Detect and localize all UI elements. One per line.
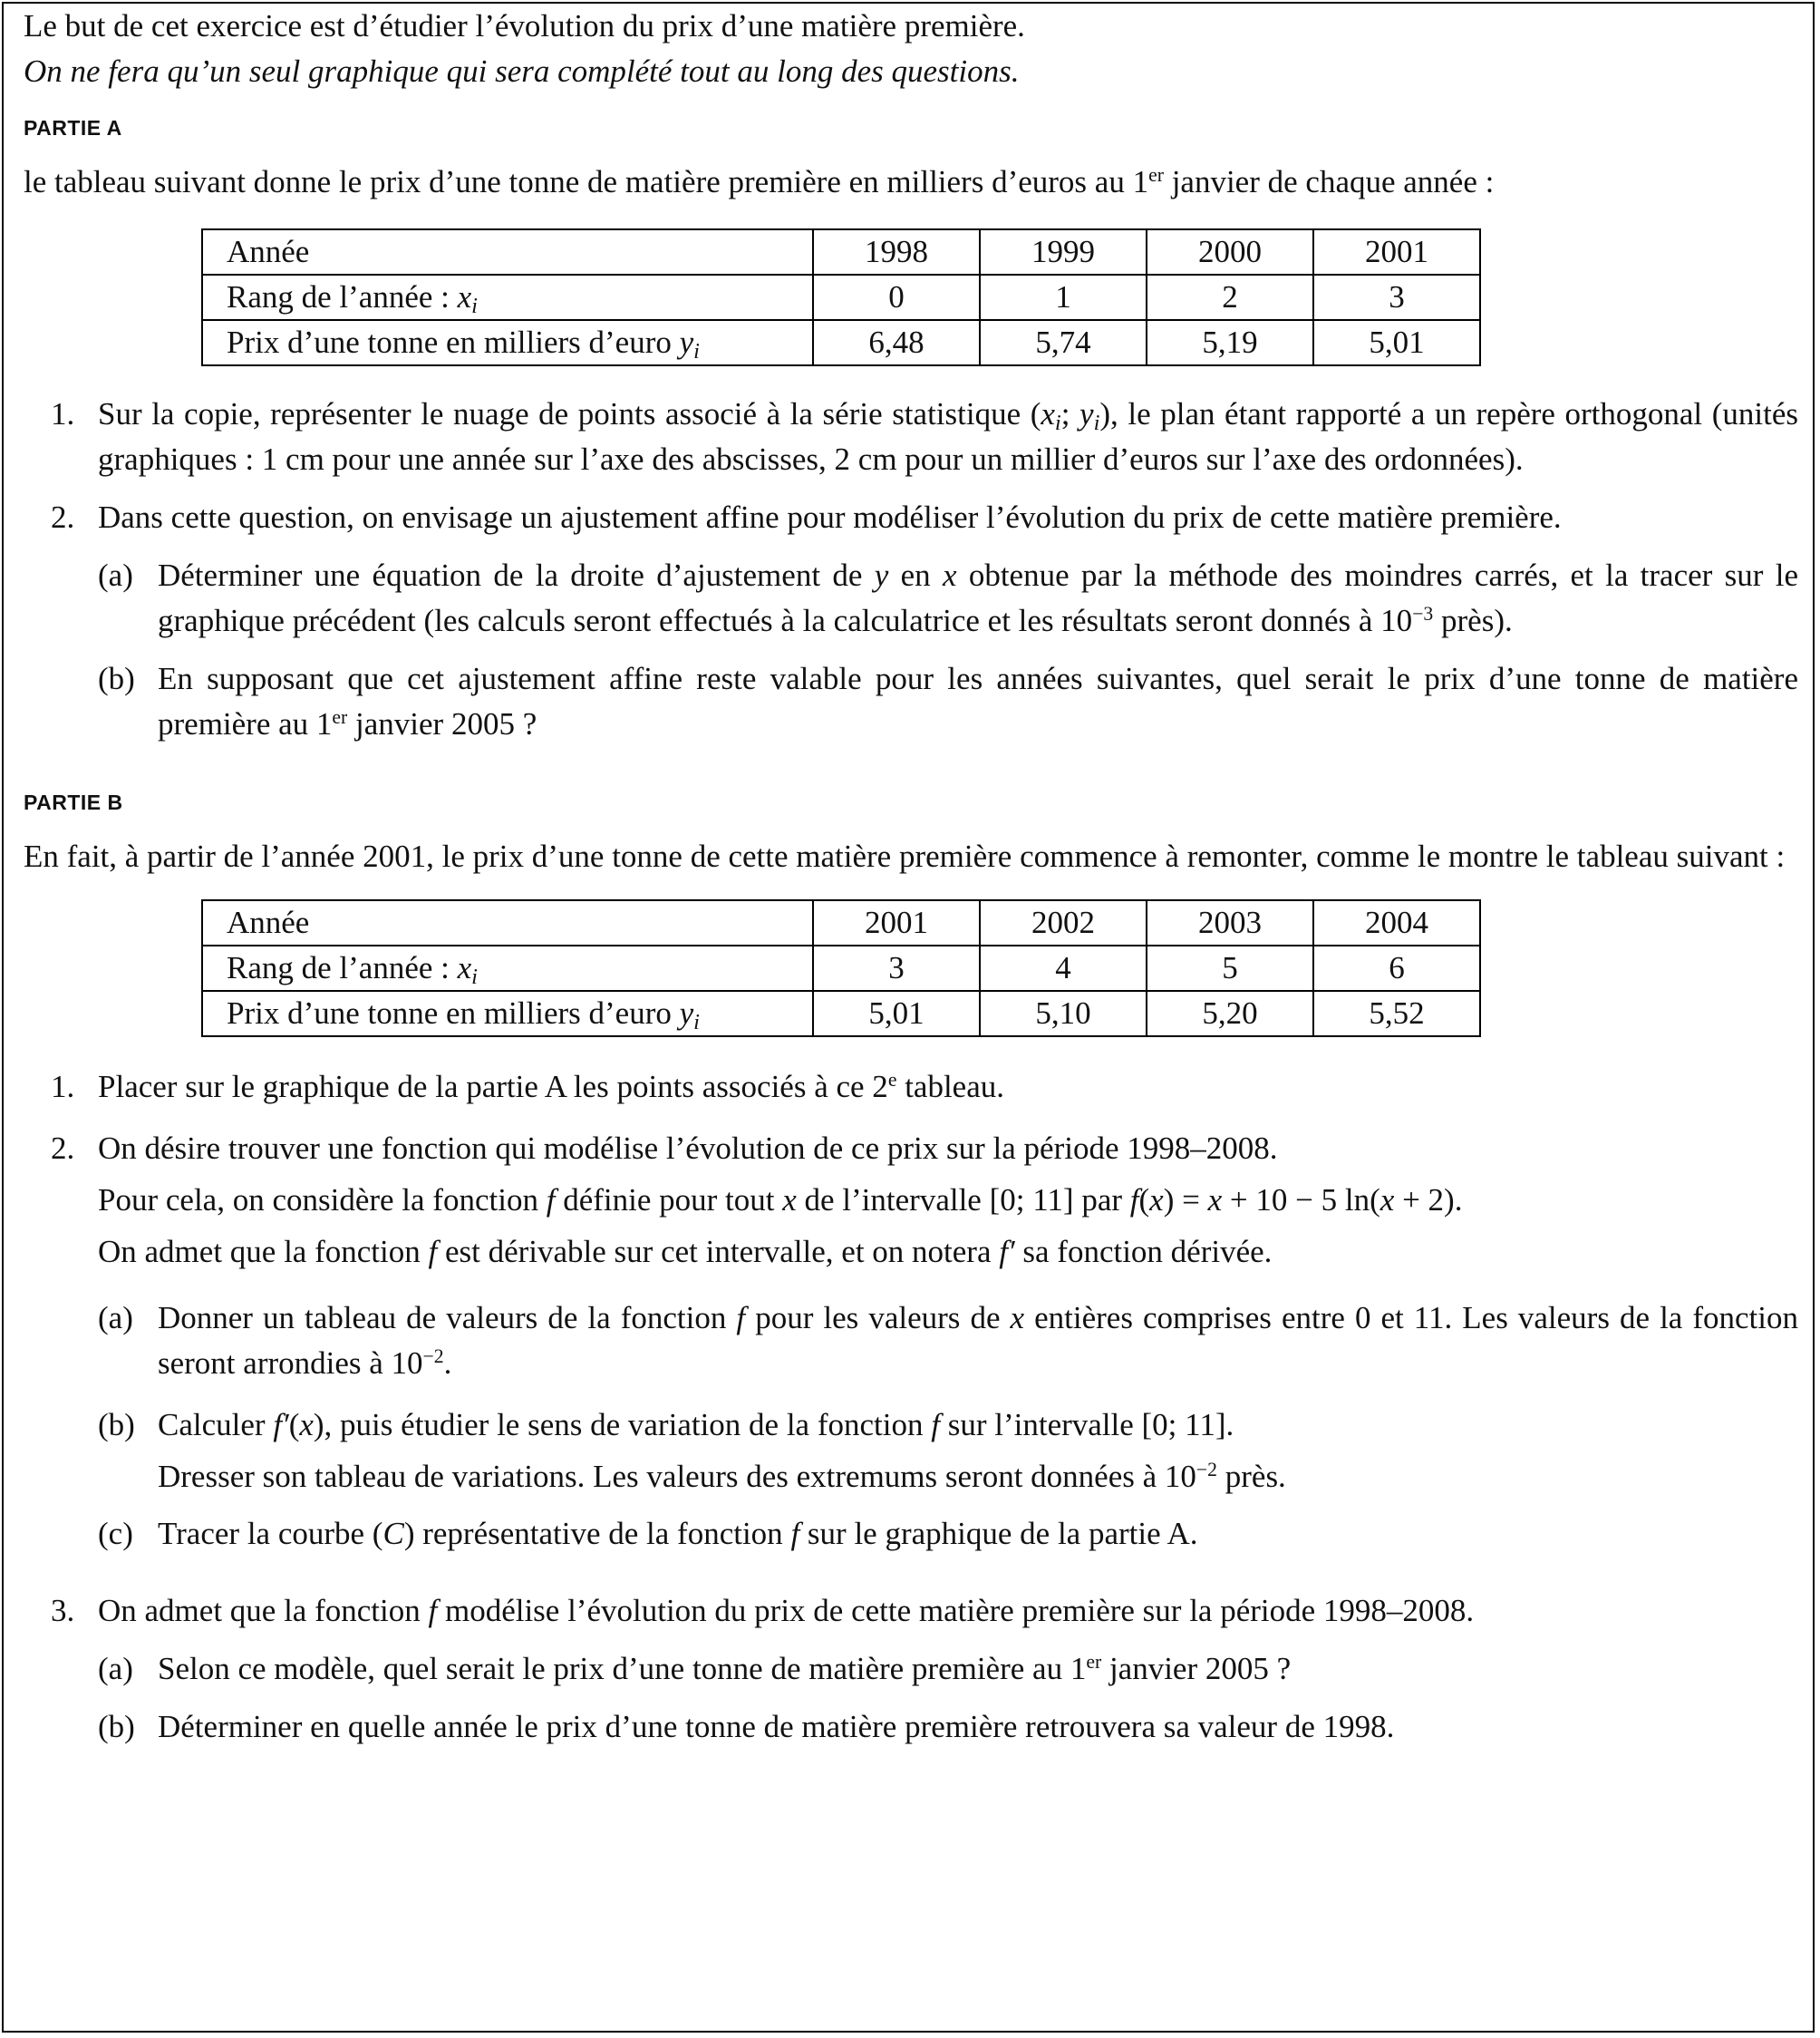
partie-a-intro: le tableau suivant donne le prix d’une tonne de matière première en milliers d’euros au 1er janvier de chaque année : <box>24 164 1495 199</box>
question-2b-line: Calculer f′(x), puis étudier le sens de variation de la fonction f sur l’intervalle [0; 11]. <box>158 1407 1234 1442</box>
question-2-parts <box>98 553 1798 747</box>
question-1: 1. Sur la copie, représenter le nuage de points associé à la série statistique ($x_i$; $y_i$), le plan étant rapporté a un repère orthogonal (unités graphiques : 1 cm pour une année sur l’axe des abscisses, 2 cm pour un millier d’euros sur l’axe des ordonnées). <box>51 396 1798 477</box>
table-row <box>202 320 1480 365</box>
question-2a: (a) Donner un tableau de valeurs de la fonction f pour les valeurs de x entières comprises entre 0 et 11. Les valeurs de la fonction seront arrondies à $10^{-2}$. <box>98 1300 1799 1381</box>
table-cell: 2004 <box>1313 900 1480 946</box>
table-cell: 4 <box>980 946 1147 991</box>
table-row <box>202 275 1480 320</box>
question-2: 2. On désire trouver une fonction qui modélise l’évolution de ce prix sur la période 1998–2008. Pour cela, on considère la fonction f définie pour tout x de l’intervalle [0; 11] par f(x) = x + 10 − 5 ln(x + 2). On admet que la fonction f est dérivable sur cet intervalle, et on notera f′ sa fonction dérivée. (a) Donner un tableau de valeurs de la fonction f pour les valeurs de x entières comprises entre 0 et 11. Les valeurs de la fonction seront arrondies à $10^{-2}$. (b) Calculer f′(x), puis étudier le sens de variation de la fonction f sur l’intervalle [0; 11]. Dresser son tableau de variations. Les valeurs des extremums seront données à $10^{-2}$ près. (c) Tracer la courbe (C) représentative de la fonction f sur le graphique de la partie A. <box>24 1122 1798 1557</box>
question-2a: (a) Déterminer une équation de la droite d’ajustement de y en x obtenue par la méthode des moindres carrés, et la tracer sur le graphique précédent (les calculs seront effectués à la calculatrice et les résultats seront donnés à $10^{-3}$ près). <box>98 558 1798 638</box>
question-2b-line: Dresser son tableau de variations. Les valeurs des extremums seront données à $10^{-2}$ près. <box>158 1459 1286 1494</box>
table-cell: 1998 <box>813 229 980 275</box>
question-2-derivative-note: On admet que la fonction f est dérivable sur cet intervalle, et on notera f′ sa fonction dérivée. <box>98 1234 1273 1269</box>
table-cell: 5,10 <box>980 991 1147 1036</box>
table-cell: Année <box>202 900 813 946</box>
table-cell: 5,52 <box>1313 991 1480 1036</box>
table-cell: 1999 <box>980 229 1147 275</box>
question-2-definition: Pour cela, on considère la fonction f définie pour tout x de l’intervalle [0; 11] par f(x) = x + 10 − 5 ln(x + 2). <box>98 1182 1463 1218</box>
question-2-parts <box>98 1296 1798 1557</box>
question-2b: (b) Calculer f′(x), puis étudier le sens de variation de la fonction f sur l’intervalle [0; 11]. Dresser son tableau de variations. Les valeurs des extremums seront données à $10^{-2}$ près. <box>98 1399 1798 1502</box>
intro-note: On ne fera qu’un seul graphique qui sera complété tout au long des questions. <box>24 53 1020 89</box>
table-cell: Rang de l’année : $x_i$ <box>202 946 813 991</box>
question-1: 1. Placer sur le graphique de la partie A les points associés à ce 2e tableau. <box>51 1069 1005 1104</box>
exercise-document <box>24 4 1798 1756</box>
table-cell: 2003 <box>1147 900 1313 946</box>
table-cell: 2001 <box>1313 229 1480 275</box>
partie-b-questions <box>24 1064 1798 1756</box>
table-cell: Prix d’une tonne en milliers d’euro $y_i$ <box>202 320 813 365</box>
table-cell: Année <box>202 229 813 275</box>
table-cell: 3 <box>1313 275 1480 320</box>
table-cell: Rang de l’année : $x_i$ <box>202 275 813 320</box>
question-2b: (b) En supposant que cet ajustement affine reste valable pour les années suivantes, quel serait le prix d’une tonne de matière première au 1er janvier 2005 ? <box>98 661 1798 742</box>
section-heading-partie-a: PARTIE A <box>24 116 122 140</box>
question-3: 3. On admet que la fonction f modélise l’évolution du prix de cette matière première sur la période 1998–2008. (a) Selon ce modèle, quel serait le prix d’une tonne de matière première au 1er janvier 2005 ? (b) Déterminer en quelle année le prix d’une tonne de matière première retrouvera sa valeur de 1998. <box>24 1582 1798 1756</box>
partie-b-intro: En fait, à partir de l’année 2001, le prix d’une tonne de cette matière première commence à remonter, comme le montre le tableau suivant : <box>24 839 1786 874</box>
intro-line: Le but de cet exercice est d’étudier l’évolution du prix d’une matière première. <box>24 8 1025 44</box>
question-3b: (b) Déterminer en quelle année le prix d’une tonne de matière première retrouvera sa valeur de 1998. <box>98 1709 1395 1744</box>
table-cell: 5,20 <box>1147 991 1313 1036</box>
partie-a-questions <box>24 392 1798 747</box>
table-cell: 2 <box>1147 275 1313 320</box>
question-2: 2. Dans cette question, on envisage un ajustement affine pour modéliser l’évolution du prix de cette matière première. (a) Déterminer une équation de la droite d’ajustement de y en x obtenue par la méthode des moindres carrés, et la tracer sur le graphique précédent (les calculs seront effectués à la calculatrice et les résultats seront donnés à $10^{-3}$ près). (b) En supposant que cet ajustement affine reste valable pour les années suivantes, quel serait le prix d’une tonne de matière première au 1er janvier 2005 ? <box>24 495 1798 747</box>
question-2c: (c) Tracer la courbe (C) représentative de la fonction f sur le graphique de la partie A. <box>98 1516 1198 1551</box>
table-row <box>202 991 1480 1036</box>
table-cell: 5,01 <box>1313 320 1480 365</box>
table-cell: 6,48 <box>813 320 980 365</box>
table-cell: 6 <box>1313 946 1480 991</box>
table-row <box>202 229 1480 275</box>
table-row <box>202 946 1480 991</box>
question-2-line: On désire trouver une fonction qui modélise l’évolution de ce prix sur la période 1998–2008. <box>98 1131 1278 1166</box>
price-table-b <box>201 899 1481 1037</box>
question-3-parts <box>98 1640 1798 1756</box>
table-row <box>202 900 1480 946</box>
table-cell: 2000 <box>1147 229 1313 275</box>
table-cell: 5,19 <box>1147 320 1313 365</box>
price-table-a <box>201 228 1481 366</box>
table-cell: 0 <box>813 275 980 320</box>
table-cell: 2001 <box>813 900 980 946</box>
table-cell: 5 <box>1147 946 1313 991</box>
table-cell: 5,74 <box>980 320 1147 365</box>
section-heading-partie-b: PARTIE B <box>24 791 123 814</box>
table-cell: 3 <box>813 946 980 991</box>
table-cell: 5,01 <box>813 991 980 1036</box>
table-cell: Prix d’une tonne en milliers d’euro $y_i$ <box>202 991 813 1036</box>
table-cell: 1 <box>980 275 1147 320</box>
table-cell: 2002 <box>980 900 1147 946</box>
question-3a: (a) Selon ce modèle, quel serait le prix d’une tonne de matière première au 1er janvier 2005 ? <box>98 1651 1292 1686</box>
